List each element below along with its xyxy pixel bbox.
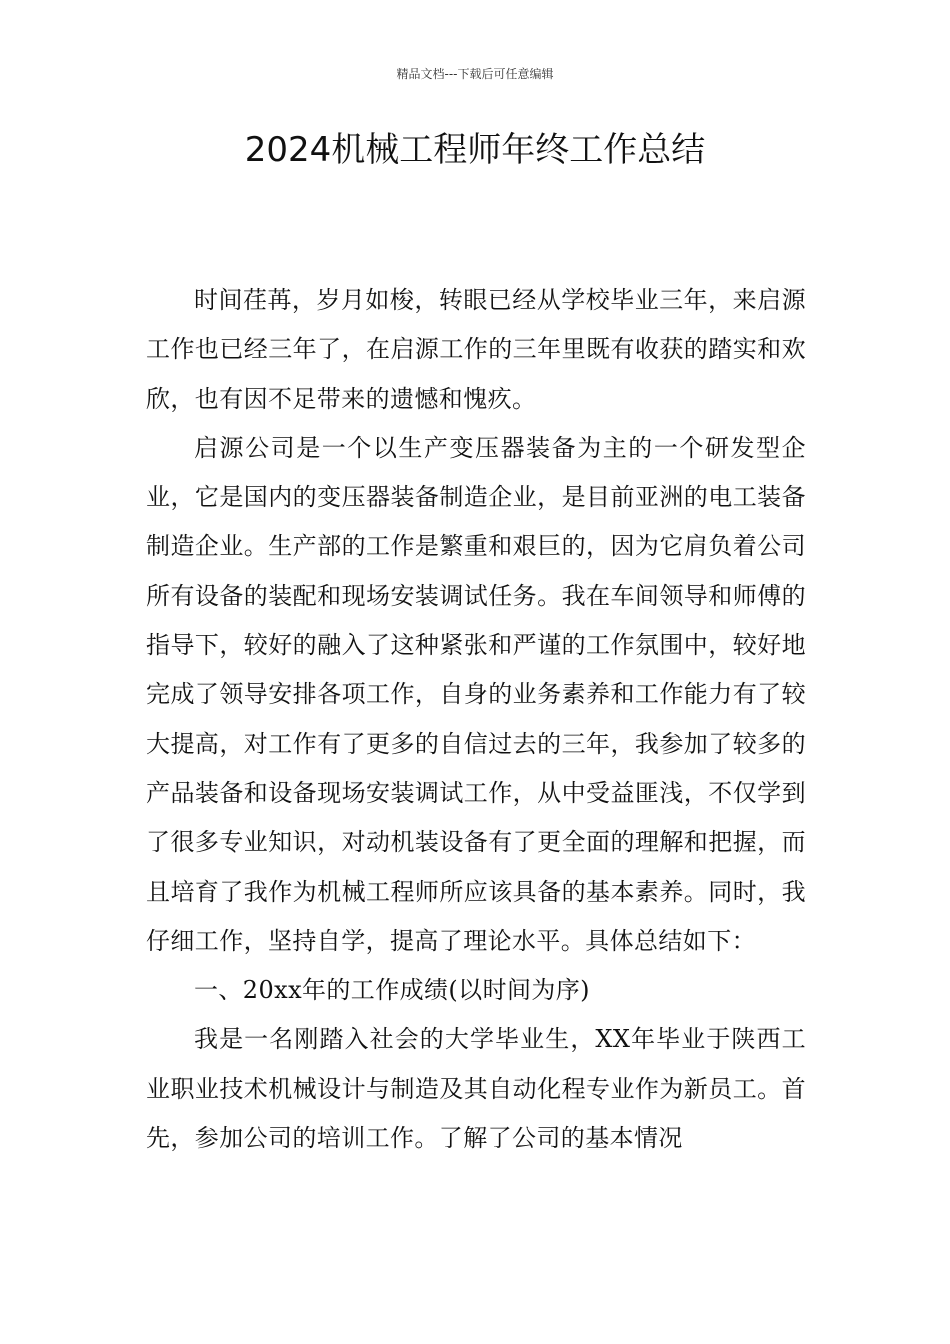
paragraph-company: 启源公司是一个以生产变压器装备为主的一个研发型企业，它是国内的变压器装备制造企业，是目前亚洲的电工装备制造企业。生产部的工作是繁重和艰巨的，因为它肩负着公司所有设备的装配和现场安装调试任务。我在车间领导和师傅的指导下，较好的融入了这种紧张和严谨的工作氛围中，较好地完成了领导安排各项工作，自身的业务素养和工作能力有了较大提高，对工作有了更多的自信过去的三年，我参加了较多的产品装备和设备现场安装调试工作，从中受益匪浅，不仅学到了很多专业知识，对动机装设备有了更全面的理解和把握，而且培育了我作为机械工程师所应该具备的基本素养。同时，我仔细工作，坚持自学，提高了理论水平。具体总结如下：: [146, 433, 806, 955]
header-note: 精品文档---下载后可任意编辑: [396, 67, 554, 81]
paragraph-graduate: 我是一名刚踏入社会的大学毕业生，XX年毕业于陕西工业职业技术机械设计与制造及其自动化程专业作为新员工。首先，参加公司的培训工作。了解了公司的基本情况: [146, 1025, 806, 1153]
document-body: [146, 276, 806, 1163]
paragraph-intro: 时间荏苒，岁月如梭，转眼已经从学校毕业三年，来启源工作也已经三年了，在启源工作的三年里既有收获的踏实和欢欣，也有因不足带来的遗憾和愧疚。: [146, 286, 806, 413]
section-heading-achievements: 一、20xx年的工作成绩(以时间为序): [194, 976, 590, 1005]
document-title: 2024机械工程师年终工作总结: [244, 130, 706, 170]
